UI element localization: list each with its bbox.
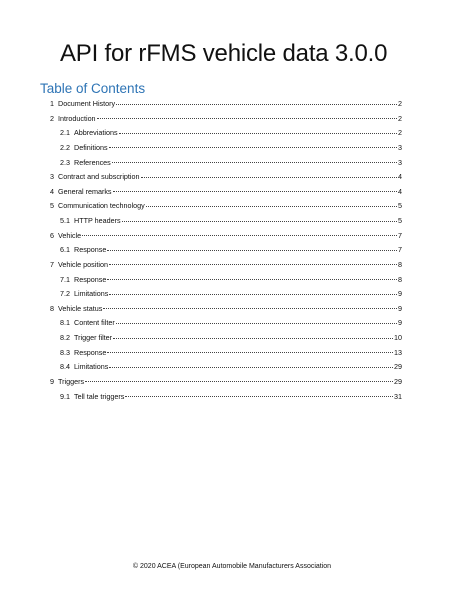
toc-entry-number: 8.1 — [60, 318, 70, 328]
toc-entry-label: Triggers — [58, 376, 85, 386]
toc-entry-label: Tell tale triggers — [74, 391, 125, 401]
toc-entry-label: Limitations — [74, 289, 109, 299]
toc-entry[interactable] — [50, 200, 402, 211]
toc-entry-number: 3 — [50, 172, 54, 182]
footer-copyright: © 2020 ACEA (European Automobile Manufacturers Association — [132, 563, 332, 570]
toc-entry-page: 3 — [398, 142, 402, 152]
toc-entry[interactable] — [50, 171, 402, 182]
toc-entry-number: 8.2 — [60, 333, 70, 343]
toc-dot-leader — [122, 221, 397, 222]
toc-entry-page: 2 — [398, 99, 402, 108]
toc-entry-label: Document History — [58, 99, 116, 108]
toc-entry-number: 7.2 — [60, 289, 70, 299]
toc-entry-label: Response — [74, 245, 107, 255]
toc-entry-page: 13 — [394, 347, 402, 357]
toc-entry-number: 2.3 — [60, 157, 70, 167]
toc-entry-page: 7 — [398, 230, 402, 240]
toc-entry-label: References — [74, 157, 111, 167]
toc-entry-number: 2.2 — [60, 142, 70, 152]
toc-dot-leader — [107, 279, 397, 280]
toc-entry[interactable] — [60, 157, 402, 168]
toc-entry-page: 8 — [398, 274, 402, 284]
toc-dot-leader — [116, 323, 397, 324]
toc-entry-page: 29 — [394, 376, 402, 386]
toc-entry-page: 2 — [398, 113, 402, 123]
toc-entry[interactable] — [60, 332, 402, 343]
toc-heading: Table of Contents — [40, 81, 146, 96]
toc-dot-leader — [112, 162, 397, 163]
toc-entry-page: 9 — [398, 289, 402, 299]
toc-dot-leader — [107, 352, 393, 353]
toc-entry[interactable] — [60, 317, 402, 328]
toc-entry-label: Introduction — [58, 113, 96, 123]
toc-entry[interactable] — [50, 230, 402, 241]
toc-dot-leader — [116, 104, 397, 105]
toc-entry-page: 10 — [394, 333, 402, 343]
toc-entry-number: 1 — [50, 99, 54, 108]
toc-dot-leader — [85, 381, 393, 382]
toc-dot-leader — [146, 206, 397, 207]
toc-entry-label: Vehicle position — [58, 259, 108, 269]
toc-dot-leader — [109, 294, 397, 295]
toc-dot-leader — [141, 177, 397, 178]
toc-dot-leader — [113, 338, 393, 339]
toc-entry-number: 8.3 — [60, 347, 70, 357]
toc-entry-label: Content filter — [74, 318, 115, 328]
toc-entry-page: 9 — [398, 318, 402, 328]
toc-entry-page: 5 — [398, 216, 402, 226]
toc-entry-label: Contract and subscription — [58, 172, 140, 182]
toc-entry-label: Abbreviations — [74, 128, 118, 138]
toc-entry-label: Vehicle — [58, 230, 82, 240]
toc-entry-label: General remarks — [58, 186, 112, 196]
toc-entry-number: 7.1 — [60, 274, 70, 284]
toc-entry-number: 6 — [50, 230, 54, 240]
toc-entry-page: 8 — [398, 259, 402, 269]
toc-dot-leader — [82, 235, 397, 236]
toc-dot-leader — [109, 264, 397, 265]
toc-entry-label: HTTP headers — [74, 216, 121, 226]
toc-entry-number: 8 — [50, 303, 54, 313]
toc-entry-label: Vehicle status — [58, 303, 103, 313]
toc-entry-page: 5 — [398, 201, 402, 211]
toc-dot-leader — [113, 191, 397, 192]
toc-entry-label: Limitations — [74, 362, 109, 372]
toc-dot-leader — [109, 147, 397, 148]
toc-entry-page: 4 — [398, 186, 402, 196]
toc-entry-page: 29 — [394, 362, 402, 372]
toc-entry-page: 2 — [398, 128, 402, 138]
toc-entry-number: 5 — [50, 201, 54, 211]
toc-entry-number: 9 — [50, 376, 54, 386]
toc-dot-leader — [119, 133, 397, 134]
toc-entry[interactable] — [50, 113, 402, 124]
toc-entry[interactable] — [50, 98, 402, 109]
toc-entry[interactable] — [60, 288, 402, 299]
toc-entry-page: 4 — [398, 172, 402, 182]
toc-entry[interactable] — [50, 303, 402, 314]
toc-entry[interactable] — [60, 244, 402, 255]
toc-dot-leader — [103, 308, 397, 309]
toc-entry[interactable] — [60, 127, 402, 138]
toc-entry-label: Response — [74, 347, 107, 357]
toc-entry[interactable] — [50, 376, 402, 387]
toc-entry-number: 2.1 — [60, 128, 70, 138]
toc-entry-number: 5.1 — [60, 216, 70, 226]
toc-dot-leader — [107, 250, 397, 251]
toc-entry-label: Response — [74, 274, 107, 284]
toc-entry-number: 6.1 — [60, 245, 70, 255]
toc-entry[interactable] — [60, 391, 402, 402]
toc-entry-number: 4 — [50, 186, 54, 196]
toc-dot-leader — [109, 367, 393, 368]
toc-entry[interactable] — [60, 361, 402, 372]
document-title: API for rFMS vehicle data 3.0.0 — [60, 40, 388, 67]
toc-entry[interactable] — [60, 215, 402, 226]
toc-entry-label: Definitions — [74, 142, 108, 152]
toc-entry[interactable] — [60, 142, 402, 153]
toc-entry[interactable] — [60, 347, 402, 358]
toc-entry-page: 3 — [398, 157, 402, 167]
toc-entry-number: 9.1 — [60, 391, 70, 401]
toc-entry-number: 8.4 — [60, 362, 70, 372]
toc-entry[interactable] — [60, 274, 402, 285]
toc-dot-leader — [97, 118, 397, 119]
toc-entry-page: 7 — [398, 245, 402, 255]
toc-entry-page: 9 — [398, 303, 402, 313]
toc-entry-label: Trigger filter — [74, 333, 113, 343]
toc-entry-label: Communication technology — [58, 201, 145, 211]
toc-entry[interactable] — [50, 186, 402, 197]
toc-entry-page: 31 — [394, 391, 402, 401]
toc-entry-number: 2 — [50, 113, 54, 123]
toc-dot-leader — [125, 396, 393, 397]
toc-entry-number: 7 — [50, 259, 54, 269]
toc-entry[interactable] — [50, 259, 402, 270]
